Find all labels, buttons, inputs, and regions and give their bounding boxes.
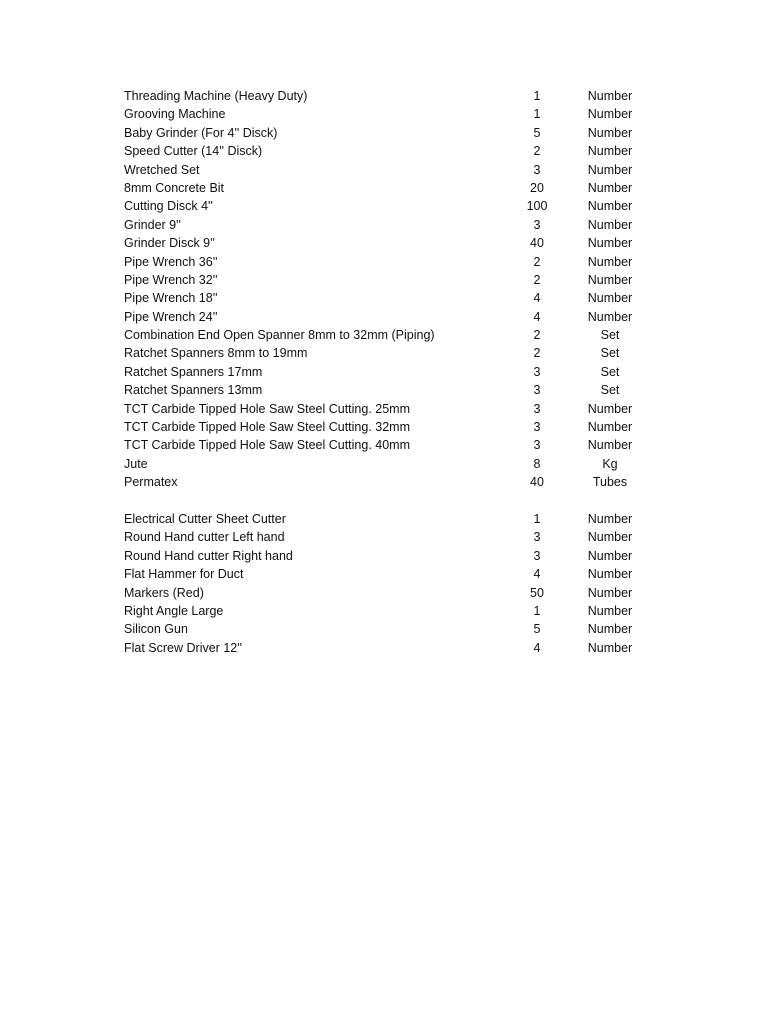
item-quantity: 1 [533,107,541,122]
table-row [0,216,768,234]
item-unit: Number [587,309,633,324]
item-quantity: 4 [533,291,541,306]
table-row [0,142,768,160]
item-name: Permatex [124,475,178,490]
item-unit: Number [587,162,633,177]
table-row [0,620,768,638]
item-quantity: 3 [533,438,541,453]
table-row [0,308,768,326]
item-unit: Number [587,107,633,122]
item-quantity: 20 [530,180,544,195]
table-row [0,179,768,197]
table-row [0,400,768,418]
item-unit: Number [587,567,633,582]
item-unit: Number [587,401,633,416]
item-quantity: 2 [533,144,541,159]
item-quantity: 3 [533,364,541,379]
item-unit: Number [587,125,633,140]
table-row [0,418,768,436]
table-row [0,87,768,105]
item-unit: Number [587,236,633,251]
item-name: TCT Carbide Tipped Hole Saw Steel Cutting. 25mm [124,401,411,416]
item-quantity: 2 [533,254,541,269]
item-quantity: 2 [533,272,541,287]
item-quantity: 3 [533,383,541,398]
item-quantity: 3 [533,401,541,416]
item-quantity: 3 [533,530,541,545]
table-row [0,584,768,602]
item-unit: Number [587,530,633,545]
table-row [0,547,768,565]
item-unit: Number [587,180,633,195]
item-group [0,87,768,492]
item-quantity: 3 [533,548,541,563]
item-name: Ratchet Spanners 13mm [124,383,263,398]
table-row [0,326,768,344]
table-row [0,436,768,454]
item-quantity: 3 [533,217,541,232]
item-unit: Number [587,622,633,637]
table-row [0,381,768,399]
item-name: Silicon Gun [124,622,188,637]
item-name: Combination End Open Spanner 8mm to 32mm (Piping) [124,328,435,343]
item-name: Round Hand cutter Right hand [124,548,293,563]
item-name: Wretched Set [124,162,200,177]
item-unit: Set [600,346,620,361]
item-quantity: 4 [533,309,541,324]
item-quantity: 3 [533,420,541,435]
table-row [0,455,768,473]
item-quantity: 40 [530,475,544,490]
item-name: Ratchet Spanners 8mm to 19mm [124,346,308,361]
item-unit: Number [587,548,633,563]
item-quantity: 1 [533,511,541,526]
item-unit: Number [587,585,633,600]
item-name: Electrical Cutter Sheet Cutter [124,511,286,526]
table-row [0,528,768,546]
item-name: Speed Cutter (14'' Disck) [124,144,263,159]
item-quantity: 3 [533,162,541,177]
item-unit: Number [587,640,633,655]
item-name: Threading Machine (Heavy Duty) [124,89,308,103]
item-name: TCT Carbide Tipped Hole Saw Steel Cutting. 32mm [124,420,411,435]
item-name: Grinder 9'' [124,217,181,232]
table-row [0,271,768,289]
item-unit: Number [587,254,633,269]
item-name: Round Hand cutter Left hand [124,530,285,545]
item-name: Pipe Wrench 18'' [124,291,218,306]
item-quantity: 40 [530,236,544,251]
item-quantity: 50 [530,585,544,600]
item-unit: Number [587,291,633,306]
item-quantity: 5 [533,125,541,140]
item-name: Pipe Wrench 24'' [124,309,218,324]
item-quantity: 8 [533,456,541,471]
table-row [0,639,768,657]
item-group [0,510,768,657]
tool-list-sheet [0,87,768,657]
item-name: Flat Hammer for Duct [124,567,244,582]
item-name: Pipe Wrench 36'' [124,254,218,269]
item-quantity: 5 [533,622,541,637]
table-row [0,124,768,142]
item-unit: Number [587,420,633,435]
item-name: TCT Carbide Tipped Hole Saw Steel Cutting. 40mm [124,438,411,453]
item-name: 8mm Concrete Bit [124,180,225,195]
item-quantity: 4 [533,640,541,655]
item-quantity: 2 [533,346,541,361]
item-unit: Set [600,364,620,379]
table-row [0,197,768,215]
item-quantity: 100 [526,199,548,214]
item-unit: Number [587,272,633,287]
table-row [0,363,768,381]
item-quantity: 1 [533,603,541,618]
item-unit: Kg [602,456,618,471]
item-name: Jute [124,456,148,471]
item-quantity: 1 [533,89,541,103]
item-unit: Number [587,199,633,214]
item-name: Baby Grinder (For 4'' Disck) [124,125,278,140]
item-name: Grooving Machine [124,107,226,122]
item-name: Markers (Red) [124,585,204,600]
table-row [0,565,768,583]
item-name: Ratchet Spanners 17mm [124,364,263,379]
item-unit: Set [600,383,620,398]
item-name: Right Angle Large [124,603,224,618]
item-unit: Number [587,603,633,618]
table-row [0,344,768,362]
item-name: Pipe Wrench 32'' [124,272,218,287]
item-unit: Number [587,217,633,232]
table-row [0,105,768,123]
item-name: Grinder Disck 9'' [124,236,215,251]
item-unit: Number [587,511,633,526]
table-row [0,602,768,620]
item-unit: Set [600,328,620,343]
table-row [0,161,768,179]
item-quantity: 4 [533,567,541,582]
table-row [0,289,768,307]
item-quantity: 2 [533,328,541,343]
table-row [0,253,768,271]
item-unit: Number [587,89,633,103]
table-row [0,234,768,252]
item-unit: Number [587,144,633,159]
item-name: Flat Screw Driver 12'' [124,640,242,655]
item-unit: Tubes [592,475,628,490]
table-row [0,510,768,528]
item-unit: Number [587,438,633,453]
item-name: Cutting Disck 4'' [124,199,213,214]
table-row [0,473,768,491]
